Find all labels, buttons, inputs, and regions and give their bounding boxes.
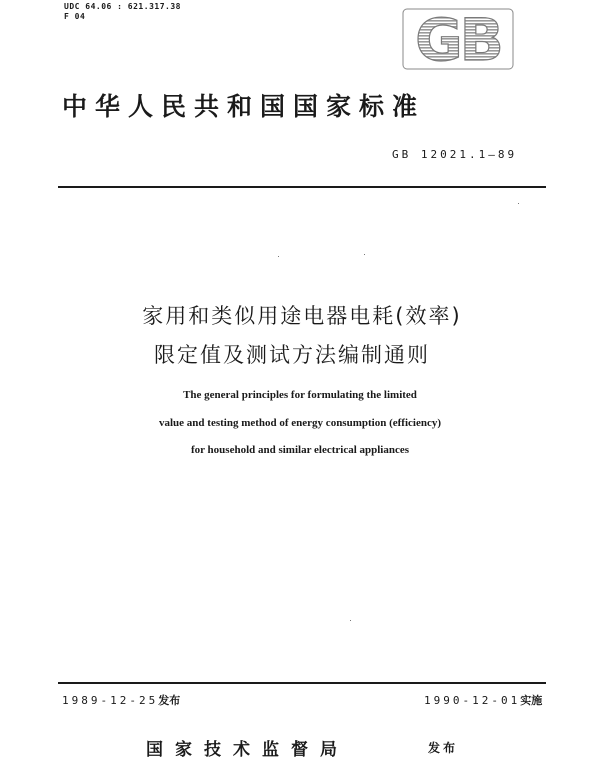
scan-speck [518, 203, 519, 204]
national-standard-title: 中华人民共和国国家标准 [62, 92, 426, 121]
issue-date [62, 692, 180, 708]
issue-date-label: 发布 [158, 694, 181, 707]
udc-classification [64, 2, 181, 22]
document-title-cn-line2: 限定值及测试方法编制通则 [154, 343, 430, 367]
top-divider [58, 186, 546, 188]
category-code: F 04 [64, 12, 86, 21]
publisher-name: 国家技术监督局 [146, 740, 349, 760]
publisher-label: 发布 [428, 741, 459, 755]
bottom-divider [58, 682, 546, 684]
issue-date-value: 1989-12-25 [62, 694, 159, 707]
implementation-date-value: 1990-12-01 [424, 694, 521, 707]
scan-speck [364, 254, 365, 255]
udc-code: UDC 64.06 : 621.317.38 [64, 2, 181, 11]
document-title-en-line3: for household and similar electrical appliances [190, 444, 410, 456]
gb-logo-text: GB [415, 8, 501, 70]
document-title-cn-line1: 家用和类似用途电器电耗(效率) [142, 304, 462, 328]
standard-number: GB 12021.1—89 [392, 148, 518, 161]
scan-speck [350, 620, 351, 621]
gb-logo [402, 8, 514, 70]
implementation-date-label: 实施 [520, 694, 543, 707]
document-title-en-line2: value and testing method of energy consumption (efficiency) [158, 417, 441, 429]
document-title-en-line1: The general principles for formulating the limited [183, 389, 417, 401]
implementation-date [424, 692, 542, 708]
scan-speck [278, 256, 279, 257]
